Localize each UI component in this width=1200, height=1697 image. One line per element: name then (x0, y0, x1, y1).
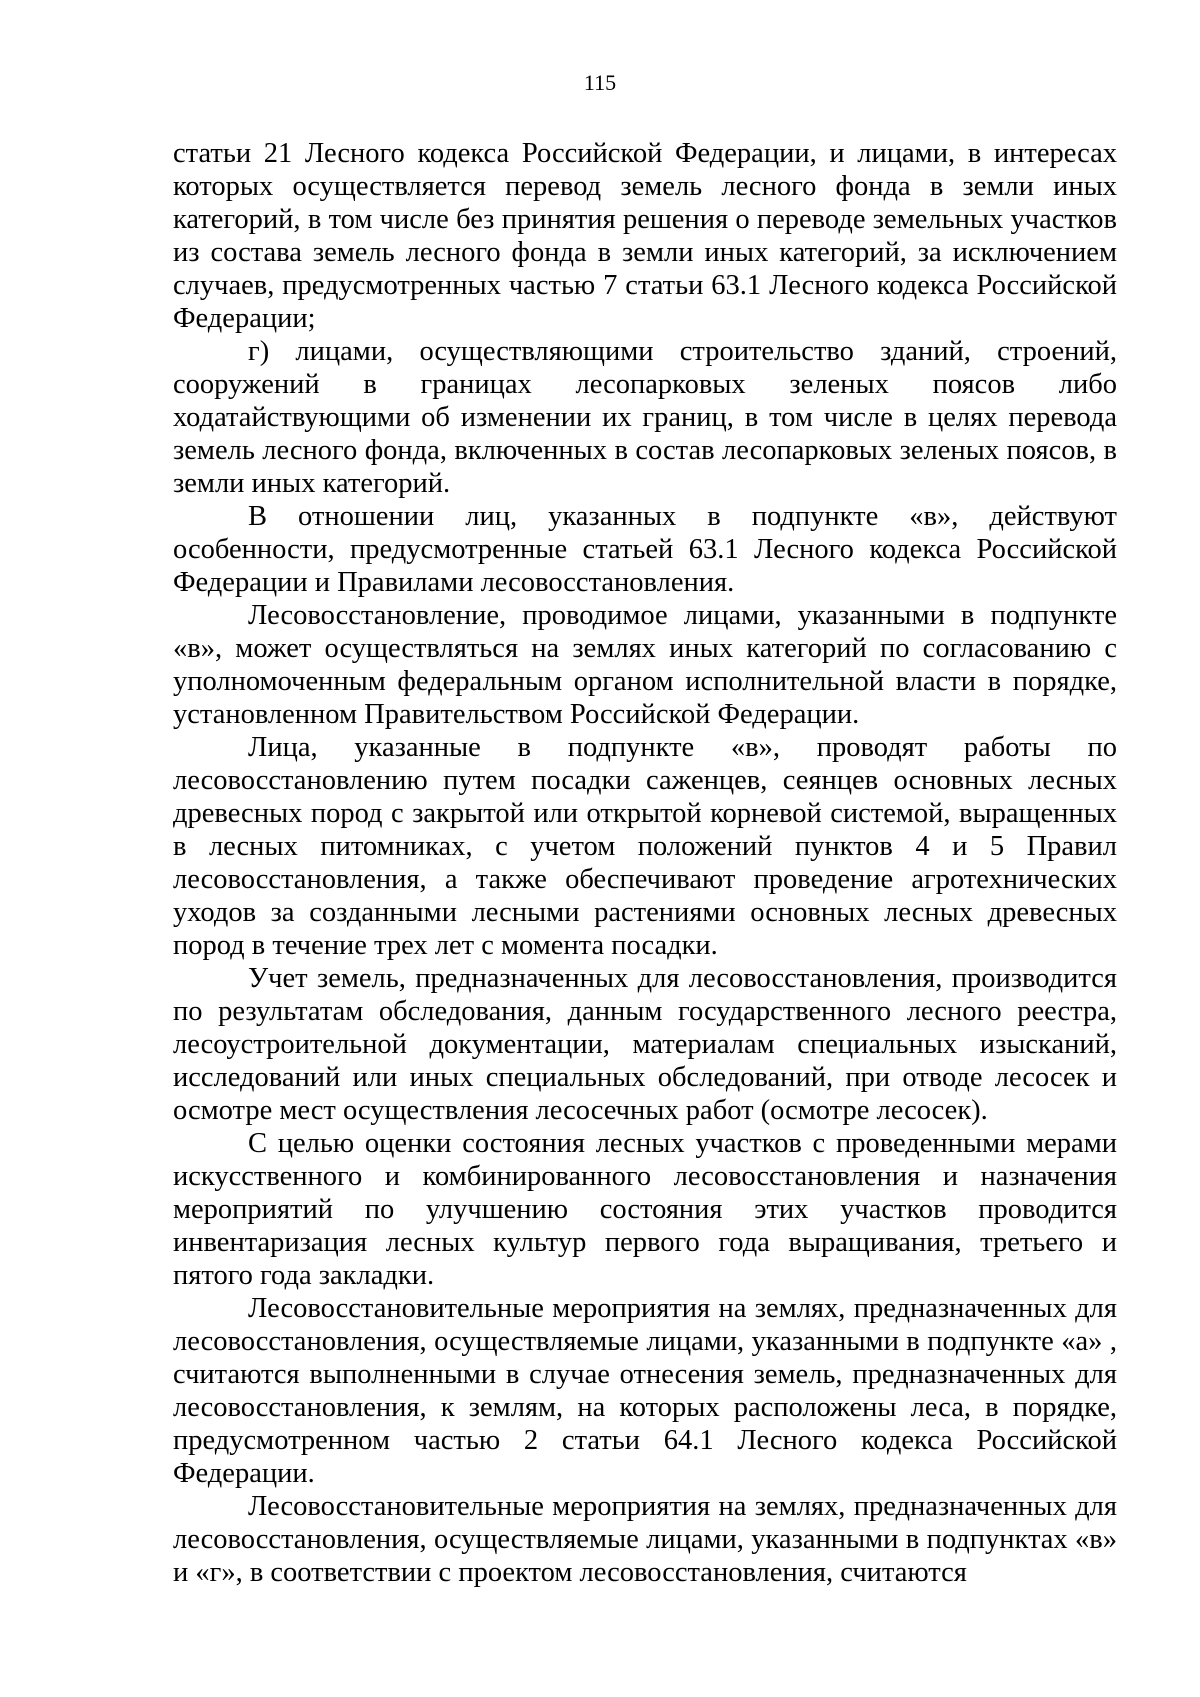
paragraph-land-accounting: Учет земель, предназначенных для лесовосстановления, производится по результатам обследования, данным государственного лесного реестра, лесоустроительной документации, материалам специальных изысканий, исследований или иных специальных обследований, при отводе лесосек и осмотре мест осуществления лесосечных работ (осмотре лесосек). (173, 963, 1117, 1126)
paragraph-subitem-g: г) лицами, осуществляющими строительство зданий, строений, сооружений в границах лесопарковых зеленых поясов либо ходатайствующими об изменении их границ, в том числе в целях перевода земель лесного фонда, включенных в состав лесопарковых зеленых поясов, в земли иных категорий. (173, 336, 1117, 499)
paragraph-subitem-a-completion: Лесовосстановительные мероприятия на землях, предназначенных для лесовосстановления, осуществляемые лицами, указанными в подпункте «а» , считаются выполненными в случае отнесения земель, предназначенных для лесовосстановления, к землям, на которых расположены леса, в порядке, предусмотренном частью 2 статьи 64.1 Лесного кодекса Российской Федерации. (173, 1293, 1117, 1489)
paragraph-subitems-v-g-completion: Лесовосстановительные мероприятия на землях, предназначенных для лесовосстановления, осуществляемые лицами, указанными в подпунктах «в» и «г», в соответствии с проектом лесовосстановления, считаются (173, 1491, 1117, 1588)
paragraph-continuation: статьи 21 Лесного кодекса Российской Федерации, и лицами, в интересах которых осуществляется перевод земель лесного фонда в земли иных категорий, в том числе без принятия решения о переводе земельных участков из состава земель лесного фонда в земли иных категорий, за исключением случаев, предусмотренных частью 7 статьи 63.1 Лесного кодекса Российской Федерации; (173, 138, 1117, 334)
paragraph-planting-works: Лица, указанные в подпункте «в», проводят работы по лесовосстановлению путем посадки саженцев, сеянцев основных лесных древесных пород с закрытой или открытой корневой системой, выращенных в лесных питомниках, с учетом положений пунктов 4 и 5 Правил лесовосстановления, а также обеспечивают проведение агротехнических уходов за созданными лесными растениями основных лесных древесных пород в течение трех лет с момента посадки. (173, 732, 1117, 961)
page-number: 115 (583, 70, 617, 95)
document-body (173, 137, 1117, 1589)
paragraph-reforestation-other-lands: Лесовосстановление, проводимое лицами, указанными в подпункте «в», может осуществляться на землях иных категорий по согласованию с уполномоченным федеральным органом исполнительной власти в порядке, установленном Правительством Российской Федерации. (173, 600, 1117, 730)
paragraph-persons-v-features: В отношении лиц, указанных в подпункте «в», действуют особенности, предусмотренные статьей 63.1 Лесного кодекса Российской Федерации и Правилами лесовосстановления. (173, 501, 1117, 598)
paragraph-inventory: С целью оценки состояния лесных участков с проведенными мерами искусственного и комбинированного лесовосстановления и назначения мероприятий по улучшению состояния этих участков проводится инвентаризация лесных культур первого года выращивания, третьего и пятого года закладки. (173, 1128, 1117, 1291)
